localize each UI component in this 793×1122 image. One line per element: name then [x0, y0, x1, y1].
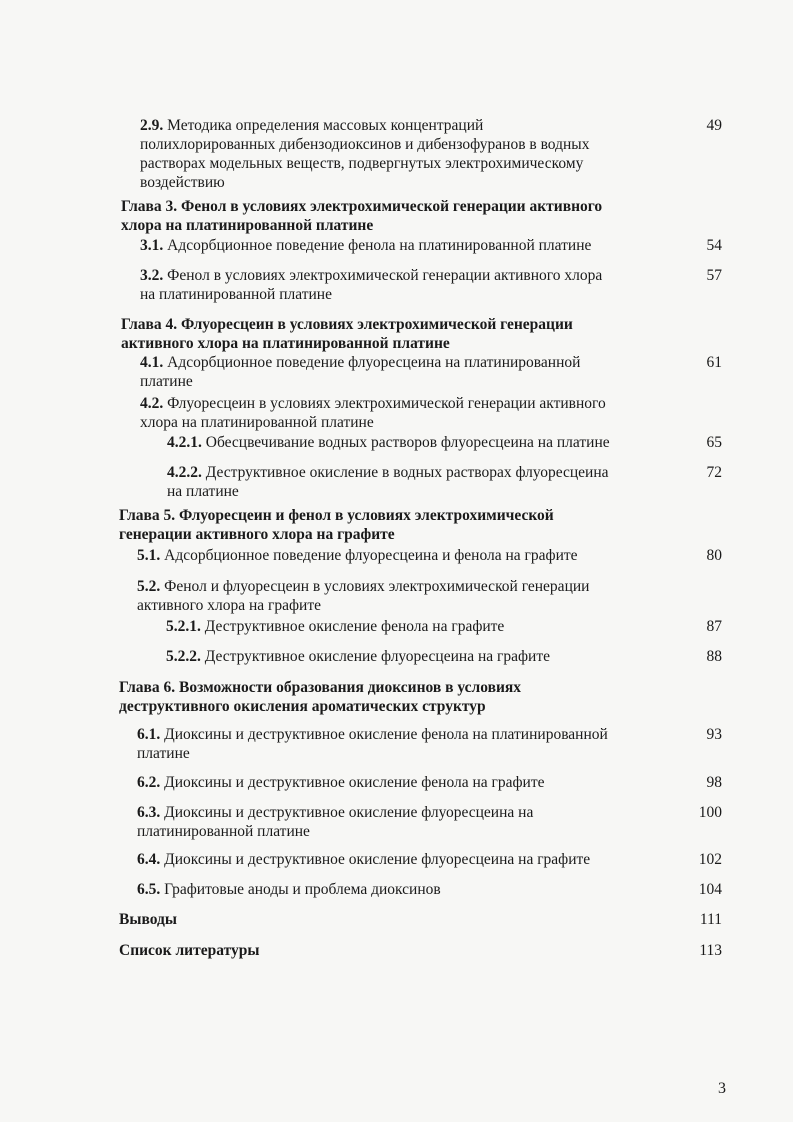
toc-entry-4-2: [140, 394, 606, 432]
section-title: Адсорбционное поведение флуоресцеина на платинированной: [167, 354, 581, 371]
section-title: Деструктивное окисление в водных растворах флуоресцеина: [205, 464, 609, 481]
toc-entry-references: [119, 941, 259, 960]
section-title: Диоксины и деструктивное окисление фенола на графите: [164, 774, 545, 791]
page-ref: 104: [698, 881, 722, 898]
toc-line: активного хлора на графите: [137, 597, 322, 614]
toc-line: на платине: [167, 483, 239, 500]
toc-entry-5-1: [137, 546, 578, 565]
section-number: 4.2.1.: [167, 434, 202, 451]
toc-entry-6-5: [137, 880, 441, 899]
section-number: 3.1.: [140, 237, 164, 254]
page-ref: 61: [706, 354, 722, 371]
section-title: Деструктивное окисление фенола на графите: [204, 618, 505, 635]
toc-entry-6-4: [137, 850, 590, 869]
chapter-heading-3: [121, 197, 602, 235]
section-title: Графитовые аноды и проблема диоксинов: [164, 881, 441, 898]
page-ref: 113: [699, 942, 722, 959]
page-ref: 87: [706, 618, 722, 635]
section-number: 5.2.: [137, 578, 161, 595]
page-ref: 111: [699, 911, 722, 928]
toc-line: хлора на платинированной платине: [140, 414, 374, 431]
page-ref: 65: [706, 434, 722, 451]
section-title: Адсорбционное поведение фенола на платинированной платине: [167, 237, 592, 254]
toc-line: воздействию: [140, 174, 225, 191]
toc-entry-5-2: [137, 577, 589, 615]
page-ref: 98: [706, 774, 722, 791]
toc-entry-5-2-2: [166, 647, 550, 666]
section-title: Диоксины и деструктивное окисление флуоресцеина на графите: [164, 851, 591, 868]
page-ref: 102: [698, 851, 722, 868]
page-ref: 100: [698, 804, 722, 821]
toc-line: Глава 6. Возможности образования диоксинов в условиях: [119, 679, 522, 696]
toc-line: платинированной платине: [137, 823, 310, 840]
page-ref: 80: [706, 547, 722, 564]
section-title: Деструктивное окисление флуоресцеина на графите: [204, 648, 550, 665]
section-number: 6.3.: [137, 804, 161, 821]
section-title: Фенол в условиях электрохимической генерации активного хлора: [167, 267, 603, 284]
toc-line: Список литературы: [119, 942, 260, 959]
toc-line: платине: [137, 745, 190, 762]
toc-entry-3-1: [140, 236, 591, 255]
page-ref: 54: [706, 237, 722, 254]
toc-line: активного хлора на платинированной платине: [121, 335, 450, 352]
toc-entry-5-2-1: [166, 617, 504, 636]
section-number: 6.4.: [137, 851, 161, 868]
toc-line: растворах модельных веществ, подвергнутых электрохимическому: [140, 155, 584, 172]
section-number: 5.2.2.: [166, 648, 201, 665]
page-ref: 72: [706, 464, 722, 481]
section-number: 5.1.: [137, 547, 161, 564]
section-number: 4.2.: [140, 395, 164, 412]
toc-entry-6-3: [137, 803, 533, 841]
page-number: 3: [718, 1080, 726, 1097]
section-number: 5.2.1.: [166, 618, 201, 635]
toc-line: генерации активного хлора на графите: [119, 526, 395, 543]
toc-entry-conclusions: [119, 910, 177, 929]
toc-line: Глава 5. Флуоресцеин и фенол в условиях электрохимической: [119, 507, 554, 524]
section-number: 2.9.: [140, 117, 164, 134]
toc-entry-4-2-2: [167, 463, 609, 501]
section-number: 6.5.: [137, 881, 161, 898]
page-ref: 88: [706, 648, 722, 665]
section-title: Методика определения массовых концентраций: [167, 117, 484, 134]
section-number: 6.1.: [137, 726, 161, 743]
toc-entry-3-2: [140, 266, 602, 304]
toc-line: полихлорированных дибензодиоксинов и дибензофуранов в водных: [140, 136, 590, 153]
section-title: Адсорбционное поведение флуоресцеина и фенола на графите: [164, 547, 578, 564]
toc-line: Глава 4. Флуоресцеин в условиях электрохимической генерации: [121, 316, 573, 333]
section-title: Флуоресцеин в условиях электрохимической генерации активного: [167, 395, 606, 412]
toc-entry-4-1: [140, 353, 580, 391]
page-ref: 49: [706, 117, 722, 134]
page-ref: 57: [706, 267, 722, 284]
toc-line: деструктивного окисления ароматических структур: [119, 698, 486, 715]
chapter-heading-5: [119, 506, 554, 544]
chapter-heading-6: [119, 678, 521, 716]
toc-entry-6-1: [137, 725, 608, 763]
section-title: Диоксины и деструктивное окисление флуоресцеина на: [164, 804, 534, 821]
toc-line: хлора на платинированной платине: [121, 217, 374, 234]
toc-line: Выводы: [119, 911, 177, 928]
toc-entry-2-9: [140, 116, 589, 192]
section-title: Обесцвечивание водных растворов флуоресцеина на платине: [205, 434, 610, 451]
toc-line: [140, 116, 589, 135]
toc-entry-4-2-1: [167, 433, 610, 452]
toc-line: платине: [140, 373, 193, 390]
toc-entry-6-2: [137, 773, 545, 792]
section-number: 4.2.2.: [167, 464, 202, 481]
section-title: Фенол и флуоресцеин в условиях электрохимической генерации: [164, 578, 590, 595]
toc-line: на платинированной платине: [140, 286, 332, 303]
section-number: 4.1.: [140, 354, 164, 371]
chapter-heading-4: [121, 315, 573, 353]
section-number: 3.2.: [140, 267, 164, 284]
page-ref: 93: [706, 726, 722, 743]
toc-line: Глава 3. Фенол в условиях электрохимической генерации активного: [121, 198, 603, 215]
section-title: Диоксины и деструктивное окисление фенола на платинированной: [164, 726, 608, 743]
section-number: 6.2.: [137, 774, 161, 791]
